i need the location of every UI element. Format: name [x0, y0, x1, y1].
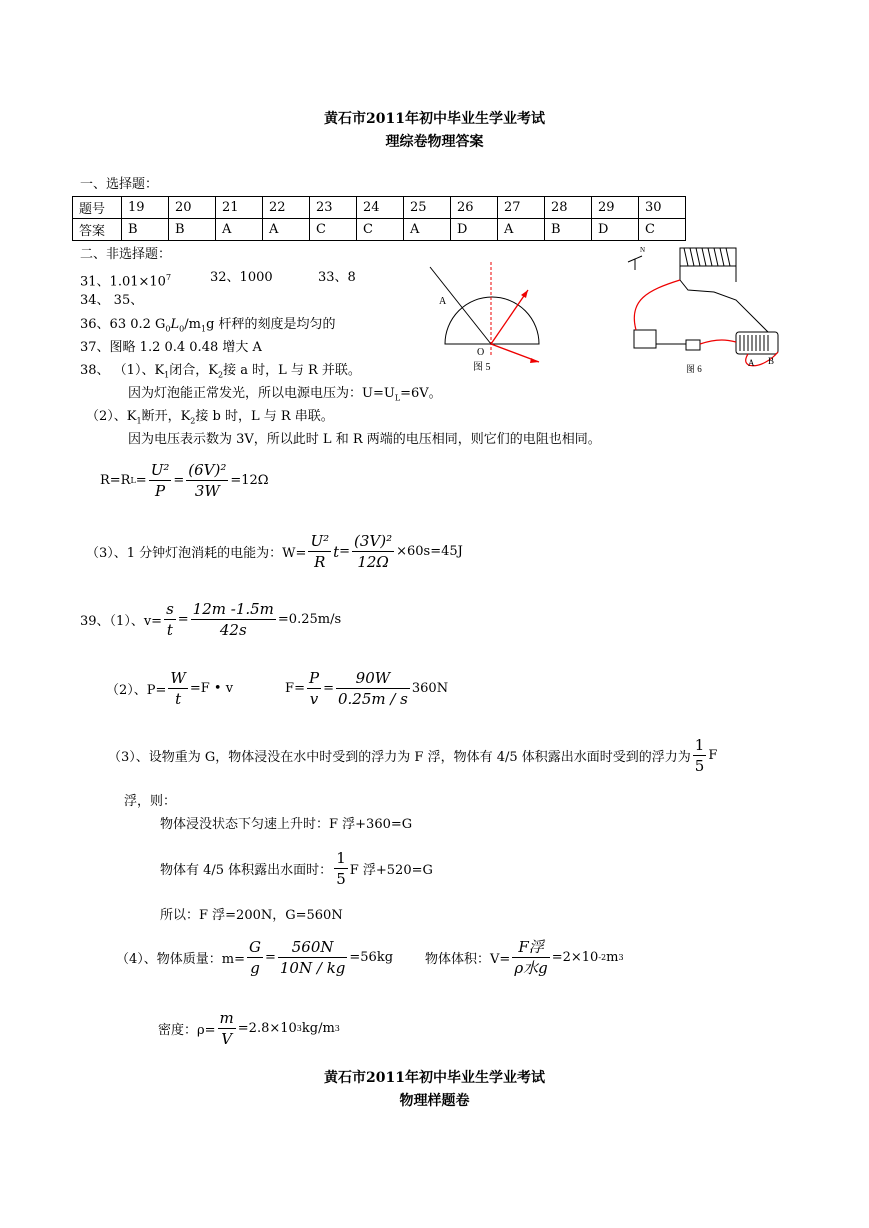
label-a: A [439, 296, 447, 307]
label-n: N [640, 246, 646, 254]
label-a: A [748, 358, 755, 368]
table-cell: C [639, 219, 686, 241]
table-cell: 29 [592, 197, 639, 219]
answer-39-3e: 所以：F 浮=200N，G=560N [160, 908, 343, 923]
reflected-ray [491, 290, 528, 344]
table-cell: A [404, 219, 451, 241]
figure-5 [425, 262, 555, 377]
formula-w: （3）、1 分钟灯泡消耗的电能为：W= $\frac{\text{U²}}{R}$ t = $\frac{\text{(3V)²}}{12\Omega}$ ×60s=45J [86, 532, 463, 571]
table-cell: 23 [310, 197, 357, 219]
table-cell: C [357, 219, 404, 241]
table-cell: 24 [357, 197, 404, 219]
table-cell: A [263, 219, 310, 241]
table-cell: D [592, 219, 639, 241]
figure-6 [618, 240, 793, 378]
core-outline [680, 266, 768, 332]
table-cell: B [169, 219, 216, 241]
table-cell: 21 [216, 197, 263, 219]
table-cell: 22 [263, 197, 310, 219]
table-cell: D [451, 219, 498, 241]
figure-label: 图 6 [686, 364, 702, 374]
arrowhead-icon [530, 358, 539, 363]
next-subtitle: 物理样题卷 [399, 1093, 470, 1109]
answer-34-35: 34、 35、 [80, 293, 144, 308]
formula-v: 39、（1）、v= $\frac{s}{t}$ = $\frac{12m -1.5m}{42s}$ =0.25m/s [80, 600, 342, 639]
table-cell: 26 [451, 197, 498, 219]
label-o: O [477, 347, 485, 358]
rheostat-icon [736, 332, 778, 354]
table-cell: 20 [169, 197, 216, 219]
table-cell: 30 [639, 197, 686, 219]
table-cell: 28 [545, 197, 592, 219]
wire-red [634, 280, 680, 330]
section-choice: 一、选择题： [80, 177, 159, 192]
table-cell: A [216, 219, 263, 241]
table-cell: 27 [498, 197, 545, 219]
answer-38-1: 38、 （1）、$K_1$闭合，$K_2$接 a 时，L 与 R 并联。 [80, 363, 361, 380]
answer-table [72, 196, 686, 241]
table-cell: 25 [404, 197, 451, 219]
switch-icon [686, 340, 700, 350]
battery-icon [634, 330, 656, 348]
page-title: 黄石市2011年初中毕业生学业考试 [324, 111, 545, 127]
page-subtitle: 理综卷物理答案 [385, 134, 484, 150]
formula-p: （2）、P= $\frac{W}{t}$ =F • v F= $\frac{P}{v}$ = $\frac{90W}{0.25m / s}$ 360N [106, 669, 449, 708]
answer-37: 37、图略 1.2 0.4 0.48 增大 A [80, 340, 262, 355]
arrowhead-icon [521, 290, 528, 298]
figure-label: 图 5 [473, 362, 491, 373]
formula-density: 密度：ρ= $\frac{m}{V}$ =2.8×10 3 kg/m 3 [158, 1009, 340, 1048]
answer-32: 32、1000 [210, 270, 273, 285]
answer-39-3: （3）、设物重为 G，物体浸没在水中时受到的浮力为 F 浮，物体有 4/5 体积露出水面时受到的浮力为 $\frac{1}{5}$ F [108, 736, 718, 775]
formula-mass-volume: （4）、物体质量：m= $\frac{G}{g}$ = $\frac{560N}{10N / kg}$ =56kg 物体体积：V= $\frac{\text{F浮}}{\text{ρ水g}}$ =2×10 -2 m 3 [116, 938, 624, 977]
section-nonchoice: 二、非选择题： [80, 247, 172, 262]
answer-39-3b: 浮，则： [124, 794, 177, 809]
answer-31: 31、$1.01\times 10^7$ [80, 273, 172, 290]
table-cell: C [310, 219, 357, 241]
table-cell: B [545, 219, 592, 241]
table-row-answers [73, 219, 686, 241]
next-title: 黄石市2011年初中毕业生学业考试 [324, 1070, 545, 1086]
answer-33: 33、8 [318, 270, 356, 285]
table-header: 题号 [73, 197, 122, 219]
formula-r: R=R L = $\frac{\text{U²}}{P}$ = $\frac{\text{(6V)²}}{3W}$ =12Ω [100, 461, 269, 500]
answer-36: 36、63 0.2 $G_0L_0/m_1g$ 杆秤的刻度是均匀的 [80, 317, 336, 334]
table-row-numbers [73, 197, 686, 219]
answer-38-2: （2）、$K_1$断开，$K_2$接 b 时，L 与 R 串联。 [86, 409, 334, 426]
answer-39-3d: 物体有 4/5 体积露出水面时： $\frac{1}{5}$ F 浮+520=G [160, 849, 433, 888]
wire-red [700, 340, 736, 344]
answer-38-1b: 因为灯泡能正常发光，所以电源电压为：$U=U_L=6V$。 [128, 386, 442, 403]
answer-39-3c: 物体浸没状态下匀速上升时：F 浮+360=G [160, 817, 413, 832]
table-cell: A [498, 219, 545, 241]
table-cell: B [122, 219, 169, 241]
table-cell: 19 [122, 197, 169, 219]
table-header: 答案 [73, 219, 122, 241]
label-b: B [768, 356, 775, 366]
answer-38-2b: 因为电压表示数为 3V，所以此时 L 和 R 两端的电压相同，则它们的电阻也相同。 [128, 432, 601, 447]
